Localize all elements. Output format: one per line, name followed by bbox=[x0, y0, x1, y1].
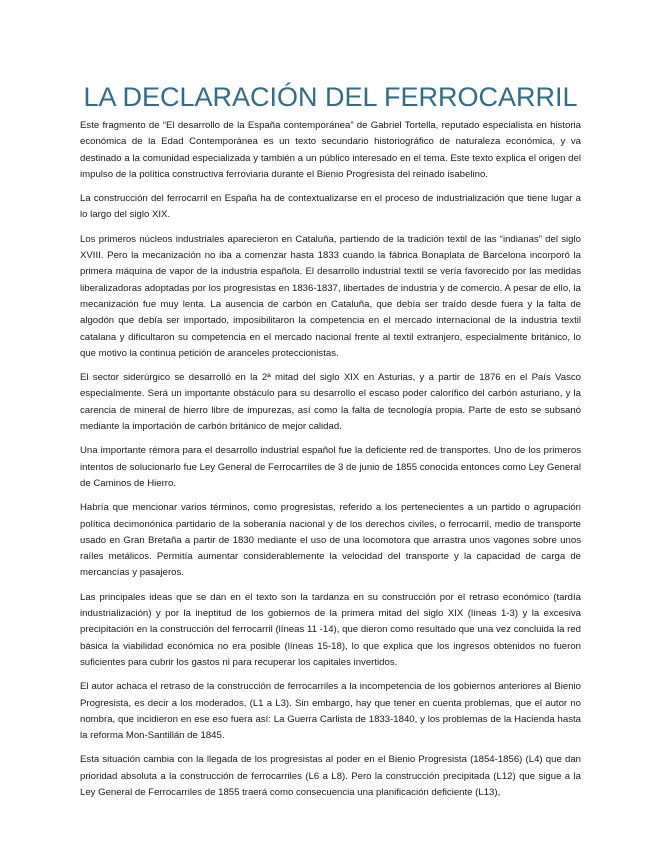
paragraph-main-ideas: Las principales ideas que se dan en el texto son la tardanza en su construcción por el retraso económico (tardía industrialización) y por la ineptitud de los gobiernos de la primera mitad del siglo XIX (líneas 1-3) y la excesiva precipitación en la construcción del ferrocarril (líneas 11 -14), que dieron como resultado que una vez concluida la red básica la viabilidad económica no era posible (líneas 15-18), lo que explica que los ingresos obtenidos no fueron suficientes para cubrir los gastos ni para recuperar los capitales invertidos. bbox=[80, 591, 581, 668]
paragraph-steel-sector: El sector siderúrgico se desarrolló en la 2ª mitad del siglo XIX en Asturias, y a partir de 1876 en el País Vasco especialmente. Será un importante obstáculo para su desarrollo el escaso poder calorífico del carbón asturiano, y la carencia de mineral de hierro libre de impurezas, así como la falta de tecnología propia. Parte de esto se subsanó mediante la importación de carbón británico de mejor calidad. bbox=[80, 372, 581, 433]
document-page bbox=[80, 80, 581, 809]
document-title: LA DECLARACIÓN DEL FERROCARRIL bbox=[83, 82, 578, 112]
paragraph-intro: Este fragmento de “El desarrollo de la España contemporánea” de Gabriel Tortella, reputado especialista en historia económica de la Edad Contemporánea es un texto secundario historiográfico de naturaleza económica, y va destinado a la comunidad especializada y también a un público interesado en el tema. Este texto explica el origen del impulso de la política constructiva ferroviaria durante el Bienio Progresista del reinado isabelino. bbox=[80, 120, 581, 180]
paragraph-author-view: El autor achaca el retraso de la construcción de ferrocarriles a la incompetencia de los gobiernos anteriores al Bienio Progresista, es decir a los moderados, (L1 a L3). Sin embargo, hay que tener en cuenta problemas, que el autor no nombra, que incidieron en ese eso fuera así: La Guerra Carlista de 1833-1840, y los problemas de la Hacienda hasta la reforma Mon-Santillán de 1845. bbox=[80, 681, 581, 742]
paragraph-transport-network: Una importante rémora para el desarrollo industrial español fue la deficiente red de transportes. Uno de los primeros intentos de solucionarlo fue Ley General de Ferrocarriles de 3 de junio de 1855 conocida entonces como Ley General de Caminos de Hierro. bbox=[80, 445, 581, 489]
paragraph-progressive-biennium: Esta situación cambia con la llegada de los progresistas al poder en el Bienio Progresista (1854-1856) (L4) que dan prioridad absoluta a la construcción de ferrocarriles (L6 a L8). Pero la construcción precipitada (L12) que sigue a la Ley General de Ferrocarriles de 1855 traerá como consecuencia una planificación deficiente (L13), bbox=[80, 754, 581, 798]
paragraph-catalonia-industry: Los primeros núcleos industriales aparecieron en Cataluña, partiendo de la tradición textil de las “indianas” del siglo XVIII. Pero la mecanización no iba a comenzar hasta 1833 cuando la fábrica Bonaplata de Barcelona incorporó la primera máquina de vapor de la industria española. El desarrollo industrial textil se vería favorecido por las medidas liberalizadoras adoptadas por los progresistas en 1836-1837, libertades de industria y de comercio. A pesar de ello, la mecanización fue muy lenta. La ausencia de carbón en Cataluña, que debía ser traído desde fuera y la falta de algodón que debía ser importado, imposibilitaron la competencia en el mercado internacional de la industria textil catalana y dificultaron su competencia en el mercado nacional frente al textil extranjero, especialmente británico, lo que motivo la continua petición de aranceles proteccionistas. bbox=[80, 233, 581, 359]
paragraph-context: La construcción del ferrocarril en España ha de contextualizarse en el proceso de industrialización que tiene lugar a lo largo del siglo XIX. bbox=[80, 193, 581, 221]
paragraph-terms: Habría que mencionar varios términos, como progresistas, referido a los pertenecientes a un partido o agrupación política decimonónica partidario de la soberanía nacional y de los derechos civiles, o ferrocarril, medio de transporte usado en Gran Bretaña a partir de 1830 mediante el uso de una locomotora que arrastra unos vagones sobre unos raíles metálicos. Permitía aumentar considerablemente la velocidad del transporte y la capacidad de carga de mercancías y pasajeros. bbox=[80, 502, 581, 579]
